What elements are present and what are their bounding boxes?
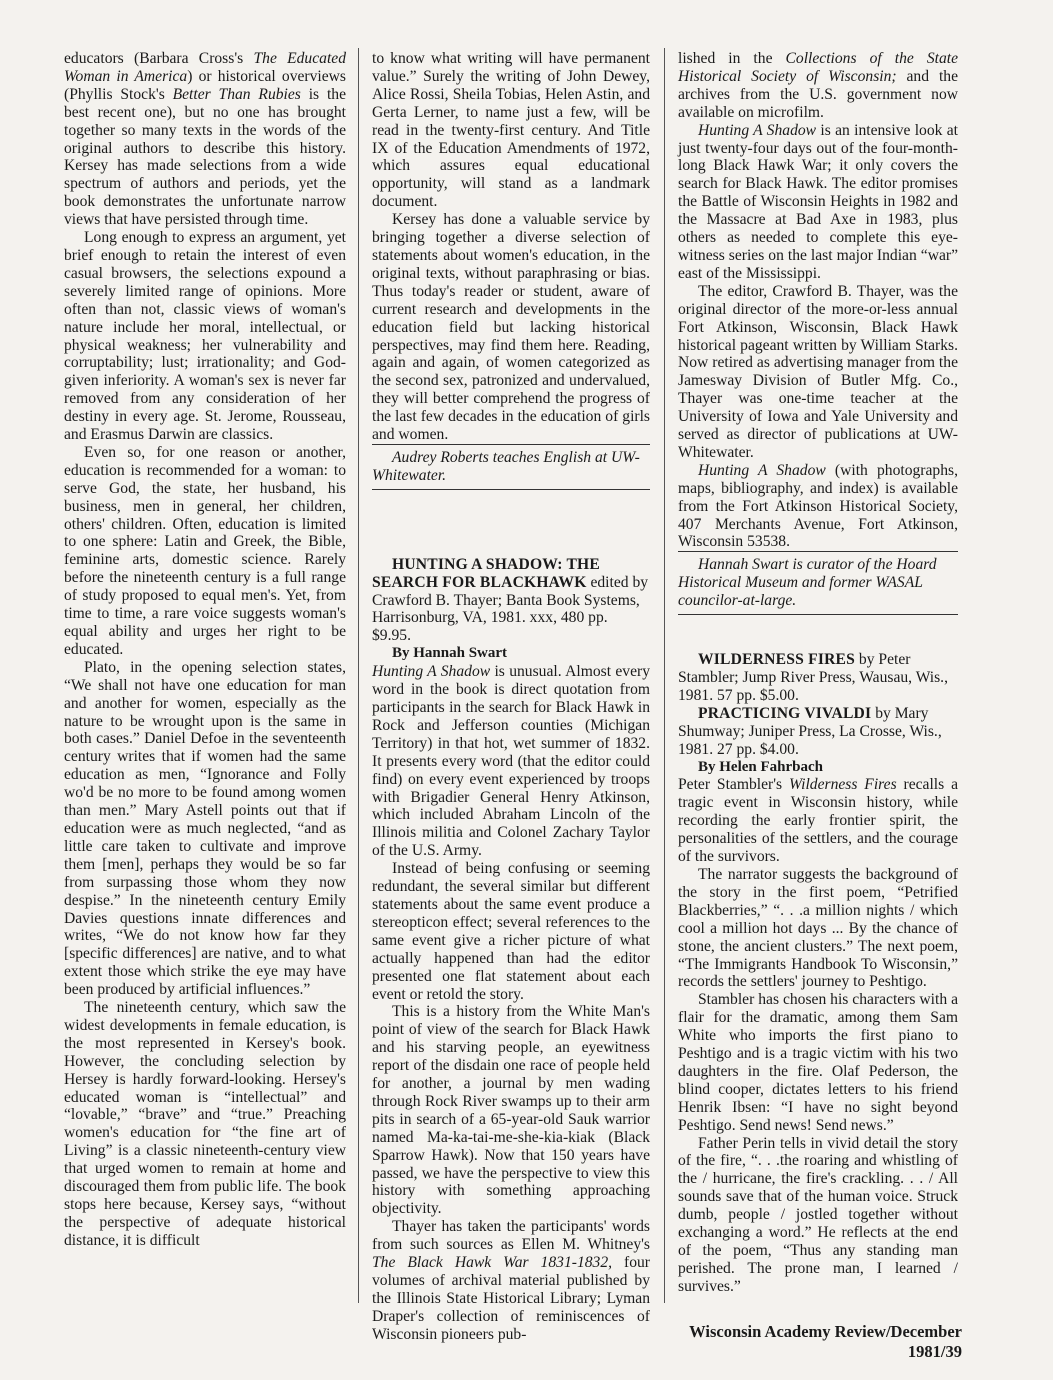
byline: By Hannah Swart	[392, 645, 508, 662]
col3-paragraph: Stambler has chosen his characters with a flair for the dramatic, among them Sam White who imports the first piano to Peshtigo and is a tragic victim with his two daughters in the fire. Olaf Pederson, the blind cooper, dictates letters to his friend Henrik Ibsen: “I have no sight beyond Peshtigo. Send news! Send news.”	[678, 991, 958, 1134]
col3-paragraph: The editor, Crawford B. Thayer, was the original director of the more-or-less annual Fort Atkinson, Wisconsin, Black Hawk historical pageant written by William Starks. Now retired as advertising manager from the Jamesway Division of Butler Mfg. Co., Thayer was one-time teacher at the University of Iowa and Yale University and served as director of publications at UW-Whitewater.	[678, 282, 958, 461]
col2-paragraph: Kersey has done a valuable service by bringing together a diverse selection of statements about women's education, in the original texts, without paraphrasing or bias. Thus today's reader or student, aware of current research and developments in the education field but lacking historical perspectives, may find them here. Reading, again and again, of women categorized as the second sex, patronized and undervalued, they will better comprehend the progress of the last few decades in the education of girls and women.	[372, 211, 650, 444]
col1-paragraph: Plato, in the opening selection states, “We shall not have one education for man and another for women, especially as the nature to be wrought upon is the same in both cases.” Daniel Defoe in the seventeenth century writes that if women had the same education as men, “Ignorance and Folly wo'd be no more to be found among women than men.” Mary Astell points out that if education were as much neglected, “and as little care taken to cultivate and improve them [men], perhaps they would be so far from surpassing those whom they now despise.” In the nineteenth century Emily Davies questions innate differences and writes, “We do not know how far they [specific differences] are native, and to what extent those which strike the eye may have been produced by artificial influences.”	[64, 658, 346, 999]
column-divider	[358, 48, 359, 1303]
col2-paragraph: Thayer has taken the participants' words from such sources as Ellen M. Whitney's The Black Hawk War 1831-1832, four volumes of archival material published by the Illinois State Historical Library; Lyman Draper's collection of reminiscences of Wisconsin pioneers pub-	[372, 1218, 650, 1343]
byline: By Helen Fahrbach	[698, 758, 824, 775]
col2-paragraph: to know what writing will have permanent value.” Surely the writing of John Dewey, Alice Rossi, Sheila Tobias, Helen Astin, and Gerta Lerner, to name just a few, will be read in the twenty-first century. And Title IX of the Education Amendments of 1972, which assures equal educational opportunity, will stand as a landmark document.	[372, 50, 650, 211]
col2-paragraph: Instead of being confusing or seeming redundant, the several similar but different statements about the same event produce a stereopticon effect; several references to the same event give a richer picture of what actually happened than had the editor presented one flat statement about each event or retold the story.	[372, 860, 650, 1003]
col3-paragraph: Hunting A Shadow (with photographs, maps, bibliography, and index) is available from the Fort Atkinson Historical Society, 407 Merchants Avenue, Fort Atkinson, Wisconsin 53538.	[678, 461, 958, 551]
author-bio: Audrey Roberts teaches English at UW-Whitewater.	[372, 444, 650, 490]
review-heading: PRACTICING VIVALDI by Mary Shumway; Juniper Press, La Crosse, Wis., 1981. 27 pp. $4.00.	[678, 704, 942, 758]
column-divider	[664, 48, 665, 1303]
page-footer: Wisconsin Academy Review/December 1981/39	[689, 1322, 962, 1361]
column-1	[64, 50, 346, 1250]
col1-paragraph: educators (Barbara Cross's The Educated Woman in America) or historical overviews (Phyllis Stock's Better Than Rubies is the best recent one), but no one has brought together so many texts in the words of the original authors to describe this history. Kersey has made selections from a wide spectrum of authors and periods, yet the book demonstrates the unfortunate narrow views that have persisted through time.	[64, 50, 347, 229]
col1-paragraph: Long enough to express an argument, yet brief enough to retain the interest of even casual browsers, the selections expound a severely limited range of opinions. More often than not, classic views of woman's nature include her moral, intellectual, or physical weakness; her vulnerability and corruptability; lust; irrationality; and God-given inferiority. A woman's sex is never far removed from any consideration of her destiny in every age. St. Jerome, Rousseau, and Erasmus Darwin are classics.	[64, 229, 346, 444]
col3-paragraph: Hunting A Shadow is an intensive look at just twenty-four days out of the four-month-long Black Hawk War; it only covers the search for Black Hawk. The editor promises the Battle of Wisconsin Heights in 1982 and the Massacre at Bad Axe in 1983, plus others as needed to complete this eye-witness series on the last major Indian “war” east of the Mississippi.	[678, 121, 958, 282]
book-title: PRACTICING VIVALDI	[698, 704, 872, 722]
col2-paragraph: Hunting A Shadow is unusual. Almost every word in the book is direct quotation from participants in the search for Black Hawk in Rock and Jefferson counties (Michigan Territory) in that hot, wet summer of 1832. It presents every word (that the editor could find) on every event experienced by troops with Brigadier General Henry Atkinson, which included Abraham Lincoln of the Illinois militia and Colonel Zachary Taylor of the U.S. Army.	[372, 663, 650, 860]
col1-paragraph: The nineteenth century, which saw the widest developments in female education, is the most represented in Kersey's book. However, the concluding selection by Hersey is hardly forward-looking. Hersey's educated woman is “intellectual” and “lovable,” “brave” and “true.” Preaching women's education for “the fine art of Living” is a classic nineteenth-century view that urged women to remain at home and discouraged them from public life. The book stops here because, Kersey says, “without the perspective of adequate historical distance, it is difficult	[64, 999, 346, 1249]
col3-paragraph: lished in the Collections of the State Historical Society of Wisconsin; and the archives from the U.S. government now available on microfilm.	[678, 50, 958, 121]
review-heading: WILDERNESS FIRES by Peter Stambler; Jump River Press, Wausau, Wis., 1981. 57 pp. $5.00.	[678, 651, 948, 704]
column-2	[372, 50, 650, 1344]
col3-paragraph: Peter Stambler's Wilderness Fires recalls a tragic event in Wisconsin history, while recording the early frontier spirit, the personalities of the settlers, and the courage of the survivors.	[678, 776, 959, 866]
column-3	[678, 50, 958, 1296]
col1-paragraph: Even so, for one reason or another, education is recommended for a woman: to serve God, the state, her husband, his business, men in general, her children, others' children. Often, education is limited to one sphere: Latin and Greek, the Bible, feminine arts, domestic science. Rarely before the nineteenth century is a full range of study proposed to equal men's. Yet, from time to time, a rare voice suggests woman's equal ability and urges her right to be educated.	[64, 443, 346, 658]
book-title: HUNTING A SHADOW: THE SEARCH FOR BLACKHAWK	[372, 555, 600, 591]
author-bio: Hannah Swart is curator of the Hoard Historical Museum and former WASAL councilor-at-large.	[678, 551, 958, 615]
col3-paragraph: The narrator suggests the background of the story in the first poem, “Petrified Blackberries,” “. . .a million nights / which cool a million hot days ... By the chance of stone, the ancient clusters.” The next poem, “The Immigrants Handbook To Wisconsin,” records the settlers' journey to Peshtigo.	[678, 865, 958, 991]
book-title: WILDERNESS FIRES	[698, 651, 856, 669]
col2-paragraph: This is a history from the White Man's point of view of the search for Black Hawk and his starving people, an eyewitness report of the disdain one race of people held for another, a journal by men wading through Rock River swamps up to their arm pits in search of a 65-year-old Sauk warrior named Ma-ka-tai-me-she-kia-kiak (Black Sparrow Hawk). Now that 150 years have passed, we have the perspective to view this history with something approaching objectivity.	[372, 1003, 650, 1218]
review-heading: HUNTING A SHADOW: THE SEARCH FOR BLACKHAWK edited by Crawford B. Thayer; Banta Book Systems, Harrisonburg, VA, 1981. xxx, 480 pp. $9.95.	[372, 555, 649, 645]
col3-paragraph: Father Perin tells in vivid detail the story of the fire, “. . .the roaring and whistling of the / hurricane, the fire's crackling. . . / All sounds save that of the human voice. Struck dumb, people / jostled together without exchanging a word.” He reflects at the end of the poem, “Thus any standing man perished. The prone man, I learned / survives.”	[678, 1134, 958, 1295]
